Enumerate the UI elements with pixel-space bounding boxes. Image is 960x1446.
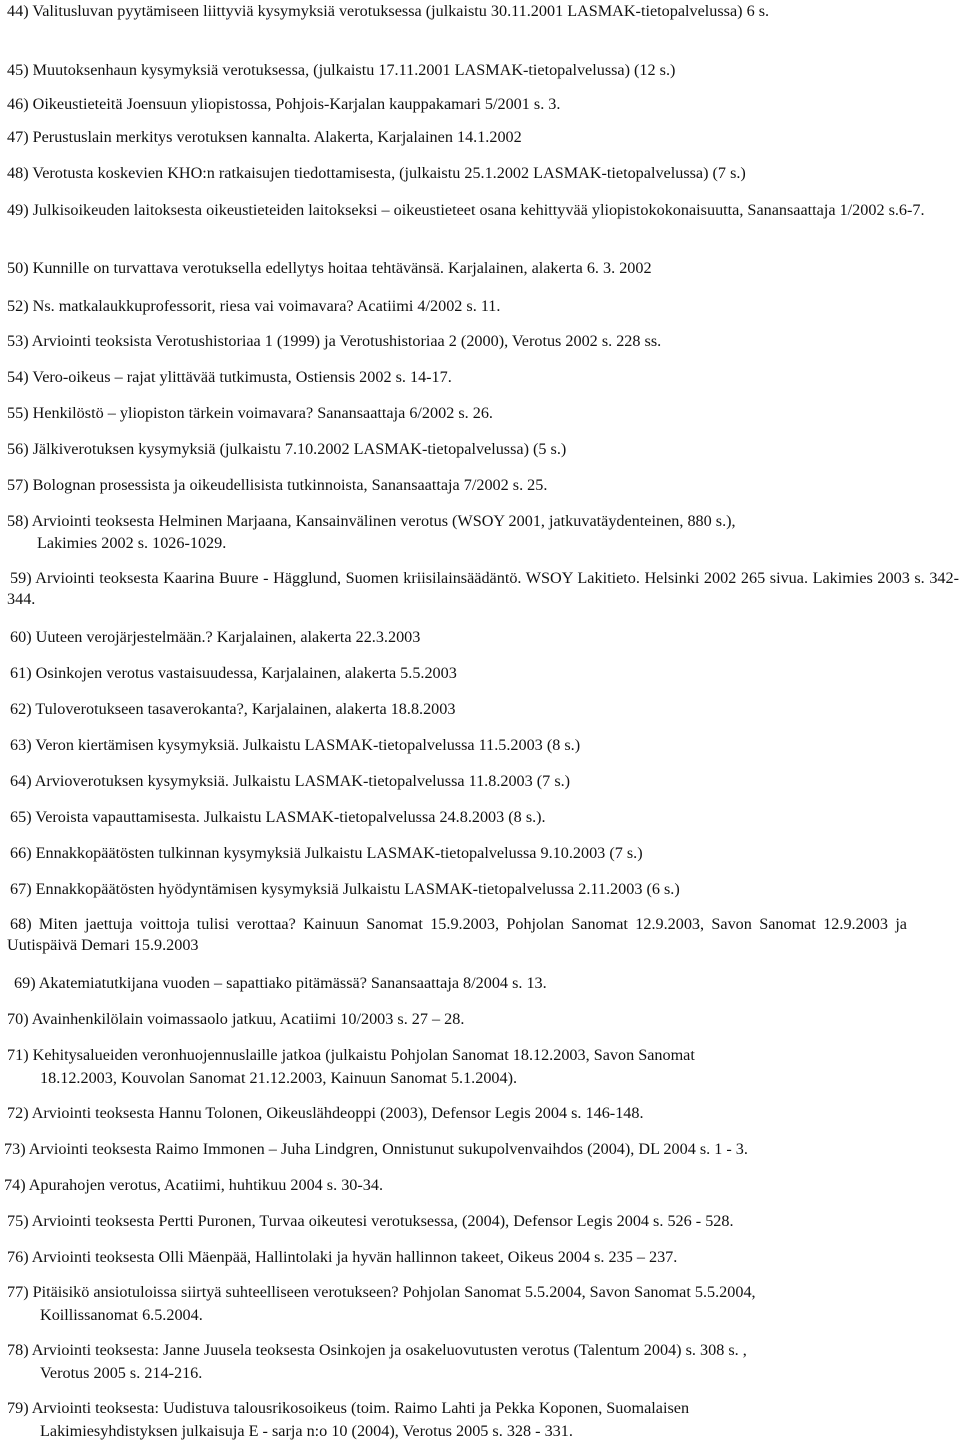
list-item-49: 49) Julkisoikeuden laitoksesta oikeustieteiden laitokseksi – oikeustieteet osana kehittyvää yliopistokokonaisuutta, Sanansaattaja 1/2002 s.6-7. <box>7 201 925 219</box>
list-item-52: 52) Ns. matkalaukkuprofessorit, riesa vai voimavara? Acatiimi 4/2002 s. 11. <box>7 297 501 315</box>
list-item-46: 46) Oikeustieteitä Joensuun yliopistossa, Pohjois-Karjalan kauppakamari 5/2001 s. 3. <box>7 95 561 113</box>
list-item-60: 60) Uuteen verojärjestelmään.? Karjalainen, alakerta 22.3.2003 <box>10 628 421 646</box>
list-item-79-continuation: Lakimiesyhdistyksen julkaisuja E - sarja n:o 10 (2004), Verotus 2005 s. 328 - 331. <box>40 1422 573 1440</box>
list-item-77: 77) Pitäisikö ansiotuloissa siirtyä suhteelliseen verotukseen? Pohjolan Sanomat 5.5.2004, Savon Sanomat 5.5.2004, <box>7 1283 756 1301</box>
list-item-56: 56) Jälkiverotuksen kysymyksiä (julkaistu 7.10.2002 LASMAK-tietopalvelussa) (5 s.) <box>7 440 567 458</box>
list-item-76: 76) Arviointi teoksesta Olli Mäenpää, Hallintolaki ja hyvän hallinnon takeet, Oikeus 2004 s. 235 – 237. <box>7 1248 678 1266</box>
list-item-64: 64) Arvioverotuksen kysymyksiä. Julkaistu LASMAK-tietopalvelussa 11.8.2003 (7 s.) <box>10 772 571 790</box>
list-item-77-continuation: Koillissanomat 6.5.2004. <box>40 1306 203 1324</box>
list-item-69: 69) Akatemiatutkijana vuoden – sapattiako pitämässä? Sanansaattaja 8/2004 s. 13. <box>14 974 547 992</box>
list-item-58: 58) Arviointi teoksesta Helminen Marjaana, Kansainvälinen verotus (WSOY 2001, jatkuvatäydenteinen, 880 s.), <box>7 512 736 530</box>
list-item-70: 70) Avainhenkilölain voimassaolo jatkuu, Acatiimi 10/2003 s. 27 – 28. <box>7 1010 465 1028</box>
list-item-66: 66) Ennakkopäätösten tulkinnan kysymyksiä Julkaistu LASMAK-tietopalvelussa 9.10.2003 (7 s.) <box>10 844 643 862</box>
list-item-72: 72) Arviointi teoksesta Hannu Tolonen, Oikeuslähdeoppi (2003), Defensor Legis 2004 s. 146-148. <box>7 1104 644 1122</box>
list-item-61: 61) Osinkojen verotus vastaisuudessa, Karjalainen, alakerta 5.5.2003 <box>10 664 457 682</box>
list-item-78-continuation: Verotus 2005 s. 214-216. <box>40 1364 203 1382</box>
list-item-71-continuation: 18.12.2003, Kouvolan Sanomat 21.12.2003, Kainuun Sanomat 5.1.2004). <box>40 1069 518 1087</box>
list-item-55: 55) Henkilöstö – yliopiston tärkein voimavara? Sanansaattaja 6/2002 s. 26. <box>7 404 493 422</box>
list-item-57: 57) Bolognan prosessista ja oikeudellisista tutkinnoista, Sanansaattaja 7/2002 s. 25. <box>7 476 548 494</box>
list-item-54: 54) Vero-oikeus – rajat ylittävää tutkimusta, Ostiensis 2002 s. 14-17. <box>7 368 452 386</box>
list-item-68: 68) Miten jaettuja voittoja tulisi verottaa? Kainuun Sanomat 15.9.2003, Pohjolan Sanomat 12.9.2003, Savon Sanomat 12.9.2003 ja Uutispäivä Demari 15.9.2003 <box>7 915 907 954</box>
list-item-62: 62) Tuloverotukseen tasaverokanta?, Karjalainen, alakerta 18.8.2003 <box>10 700 456 718</box>
list-item-73: 73) Arviointi teoksesta Raimo Immonen – Juha Lindgren, Onnistunut sukupolvenvaihdos (2004), DL 2004 s. 1 - 3. <box>4 1140 748 1158</box>
list-item-71: 71) Kehitysalueiden veronhuojennuslaille jatkoa (julkaistu Pohjolan Sanomat 18.12.2003, Savon Sanomat <box>7 1046 695 1064</box>
list-item-58-continuation: Lakimies 2002 s. 1026-1029. <box>37 534 227 552</box>
list-item-63: 63) Veron kiertämisen kysymyksiä. Julkaistu LASMAK-tietopalvelussa 11.5.2003 (8 s.) <box>10 736 581 754</box>
list-item-79: 79) Arviointi teoksesta: Uudistuva talousrikosoikeus (toim. Raimo Lahti ja Pekka Koponen, Suomalaisen <box>7 1399 690 1417</box>
list-item-50: 50) Kunnille on turvattava verotuksella edellytys hoitaa tehtävänsä. Karjalainen, alakerta 6. 3. 2002 <box>7 259 652 277</box>
list-item-48: 48) Verotusta koskevien KHO:n ratkaisujen tiedottamisesta, (julkaistu 25.1.2002 LASMAK-tietopalvelussa) (7 s.) <box>7 164 746 182</box>
list-item-47: 47) Perustuslain merkitys verotuksen kannalta. Alakerta, Karjalainen 14.1.2002 <box>7 128 522 146</box>
list-item-59: 59) Arviointi teoksesta Kaarina Buure - Hägglund, Suomen kriisilainsäädäntö. WSOY Lakitieto. Helsinki 2002 265 sivua. Lakimies 2003 s. 342-344. <box>7 569 959 608</box>
list-item-45: 45) Muutoksenhaun kysymyksiä verotuksessa, (julkaistu 17.11.2001 LASMAK-tietopalvelussa) (12 s.) <box>7 61 676 79</box>
list-item-67: 67) Ennakkopäätösten hyödyntämisen kysymyksiä Julkaistu LASMAK-tietopalvelussa 2.11.2003 (6 s.) <box>10 880 680 898</box>
list-item-78: 78) Arviointi teoksesta: Janne Juusela teoksesta Osinkojen ja osakeluovutusten verotus (Talentum 2004) s. 308 s. , <box>7 1341 747 1359</box>
list-item-65: 65) Veroista vapauttamisesta. Julkaistu LASMAK-tietopalvelussa 24.8.2003 (8 s.). <box>10 808 546 826</box>
list-item-74: 74) Apurahojen verotus, Acatiimi, huhtikuu 2004 s. 30-34. <box>4 1176 384 1194</box>
list-item-44: 44) Valitusluvan pyytämiseen liittyviä kysymyksiä verotuksessa (julkaistu 30.11.2001 LASMAK-tietopalvelussa) 6 s. <box>7 2 770 20</box>
list-item-53: 53) Arviointi teoksista Verotushistoriaa 1 (1999) ja Verotushistoriaa 2 (2000), Verotus 2002 s. 228 ss. <box>7 332 662 350</box>
list-item-75: 75) Arviointi teoksesta Pertti Puronen, Turvaa oikeutesi verotuksessa, (2004), Defensor Legis 2004 s. 526 - 528. <box>7 1212 734 1230</box>
